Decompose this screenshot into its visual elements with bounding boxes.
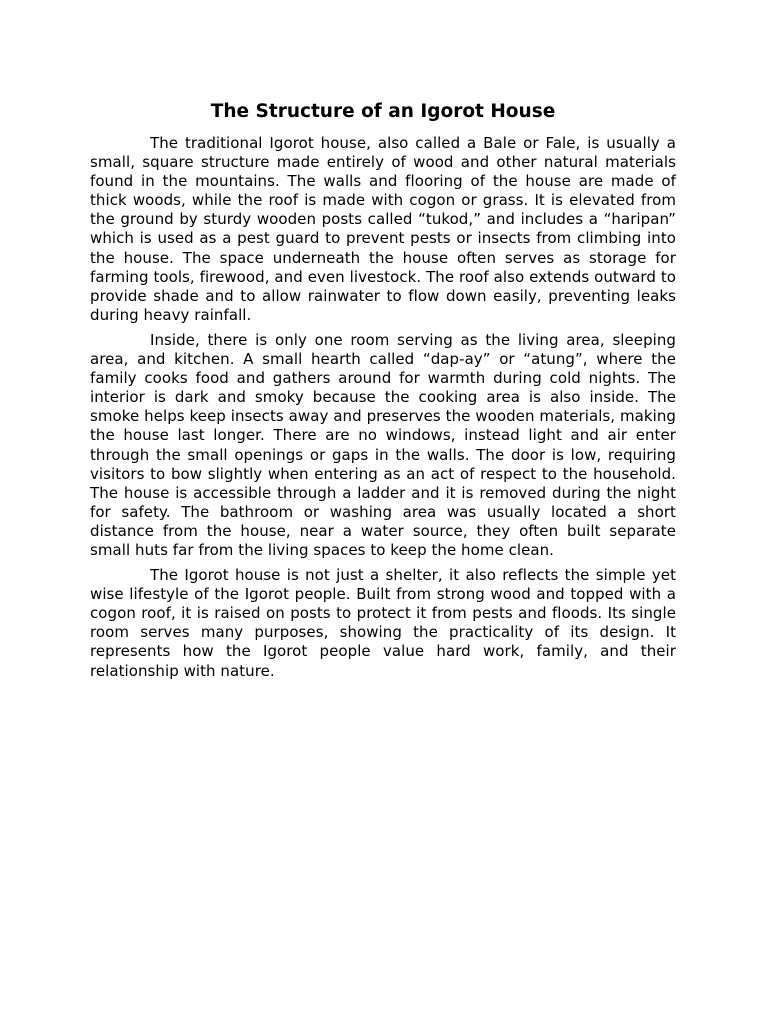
paragraph-1: The traditional Igorot house, also called a Bale or Fale, is usually a small, square structure made entirely of wood and other natural materials found in the mountains. The walls and flooring of the house are made of thick woods, while the roof is made with cogon or grass. It is elevated from the ground by sturdy wooden posts called “tukod,” and includes a “haripan” which is used as a pest guard to prevent pests or insects from climbing into the house. The space underneath the house often serves as storage for farming tools, firewood, and even livestock. The roof also extends outward to provide shade and to allow rainwater to flow down easily, preventing leaks during heavy rainfall. xyxy=(90,134,676,324)
paragraph-2: Inside, there is only one room serving as the living area, sleeping area, and kitchen. A small hearth called “dap-ay” or “atung”, where the family cooks food and gathers around for warmth during cold nights. The interior is dark and smoky because the cooking area is also inside. The smoke helps keep insects away and preserves the wooden materials, making the house last longer. There are no windows, instead light and air enter through the small openings or gaps in the walls. The door is low, requiring visitors to bow slightly when entering as an act of respect to the household. The house is accessible through a ladder and it is removed during the night for safety. The bathroom or washing area was usually located a short distance from the house, near a water source, they often built separate small huts far from the living spaces to keep the home clean. xyxy=(90,330,676,559)
document-title: The Structure of an Igorot House xyxy=(210,101,556,122)
document-page xyxy=(90,98,676,687)
paragraph-3: The Igorot house is not just a shelter, it also reflects the simple yet wise lifestyle of the Igorot people. Built from strong wood and topped with a cogon roof, it is raised on posts to protect it from pests and floods. Its single room serves many purposes, showing the practicality of its design. It represents how the Igorot people value hard work, family, and their relationship with nature. xyxy=(90,566,676,680)
